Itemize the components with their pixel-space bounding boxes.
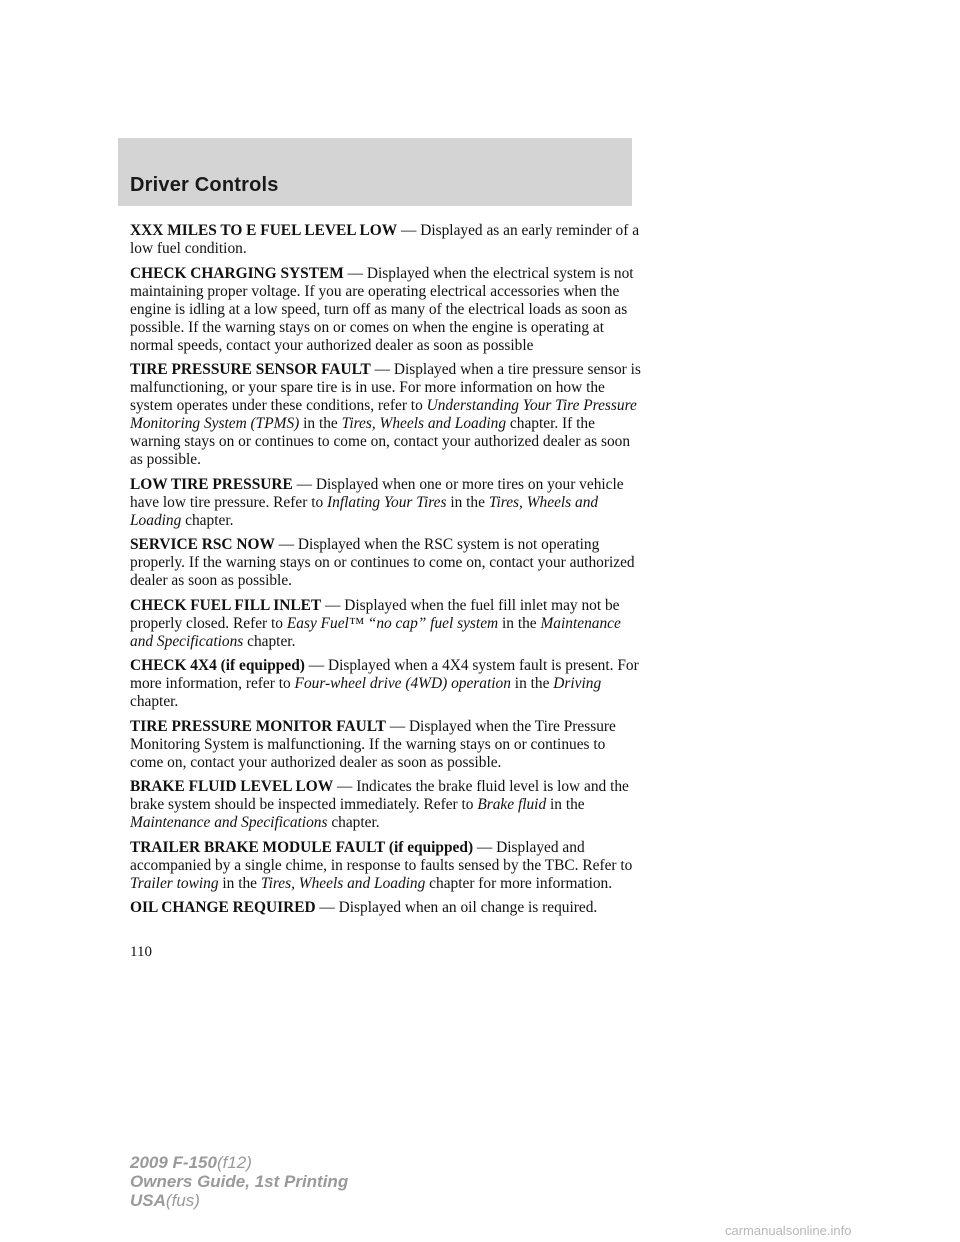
footer-guide: Owners Guide, 1st Printing [130,1172,349,1191]
entry-low-fuel: XXX MILES TO E FUEL LEVEL LOW — Displayed as an early reminder of a low fuel condition. [130,222,640,257]
cross-reference: Trailer towing [130,874,219,892]
entry-term: OIL CHANGE REQUIRED [130,899,316,916]
cross-reference: Four-wheel drive (4WD) operation [294,675,511,692]
chapter-reference: Tires, Wheels and Loading [130,493,599,529]
message-list [130,222,642,924]
footer-region: USA [130,1191,166,1210]
entry-term: CHECK FUEL FILL INLET [130,596,322,614]
chapter-reference: Maintenance and Specifications [130,814,328,831]
footer-region-line [130,1191,348,1210]
section-title: Driver Controls [130,174,279,196]
entry-check-charging: CHECK CHARGING SYSTEM — Displayed when the electrical system is not maintaining proper voltage. If you are operating electrical accessories when the engine is idling at a low speed, turn off as many of the electrical loads as soon as possible. If the warning stays on or comes on when the engine is operating at normal speeds, contact your authorized dealer as soon as possible [130,264,634,354]
entry-check-fuel-fill: CHECK FUEL FILL INLET — Displayed when the fuel fill inlet may not be properly closed. Refer to Easy Fuel™ “no cap” fuel system in the Maintenance and Specifications chapter. [130,596,621,650]
footer-guide-line [130,1172,348,1191]
entry-term: TIRE PRESSURE SENSOR FAULT [130,361,371,378]
footer-region-code: (fus) [165,1191,200,1210]
cross-reference: Easy Fuel™ “no cap” fuel system [286,614,499,632]
chapter-reference: Driving [553,675,602,692]
entry-term: CHECK 4X4 (if equipped) [130,657,305,674]
cross-reference: Brake fluid [477,796,547,813]
entry-term: BRAKE FLUID LEVEL LOW [130,778,334,795]
chapter-reference: Maintenance and Specifications [130,614,621,650]
footer-model-code: (f12) [216,1153,252,1172]
entry-term: TRAILER BRAKE MODULE FAULT (if equipped) [130,838,474,856]
entry-term: SERVICE RSC NOW [130,536,275,553]
cross-reference: Understanding Your Tire Pressure Monitoring System (TPMS) [130,397,637,432]
entry-service-rsc: SERVICE RSC NOW — Displayed when the RSC system is not operating properly. If the warning stays on or continues to come on, contact your authorized dealer as soon as possible. [130,536,635,589]
entry-tire-sensor-fault: TIRE PRESSURE SENSOR FAULT — Displayed when a tire pressure sensor is malfunctioning, or your spare tire is in use. For more information on how the system operates under these conditions, refer to Understanding Your Tire Pressure Monitoring System (TPMS) in the Tires, Wheels and Loading chapter. If the warning stays on or continues to come on, contact your authorized dealer as soon as possible. [130,361,641,468]
footer-model: 2009 F-150 [130,1153,217,1172]
footer-model-line [130,1153,348,1172]
entry-tire-monitor-fault: TIRE PRESSURE MONITOR FAULT — Displayed when the Tire Pressure Monitoring System is malfunctioning. If the warning stays on or continues to come on, contact your authorized dealer as soon as possible. [130,717,616,771]
chapter-reference: Tires, Wheels and Loading [260,874,426,892]
print-footer [130,1153,348,1210]
watermark-link[interactable]: carmanualsonline.info [725,1223,852,1238]
entry-term: XXX MILES TO E FUEL LEVEL LOW [130,222,398,239]
entry-check-4x4: CHECK 4X4 (if equipped) — Displayed when a 4X4 system fault is present. For more information, refer to Four-wheel drive (4WD) operation in the Driving chapter. [130,657,639,710]
entry-oil-change: OIL CHANGE REQUIRED — Displayed when an oil change is required. [130,899,598,916]
entry-term: LOW TIRE PRESSURE [130,475,293,493]
cross-reference: Inflating Your Tires [327,493,447,511]
entry-brake-fluid-low: BRAKE FLUID LEVEL LOW — Indicates the brake fluid level is low and the brake system should be inspected immediately. Refer to Brake fluid in the Maintenance and Specifications chapter. [130,778,629,831]
entry-low-tire-pressure: LOW TIRE PRESSURE — Displayed when one or more tires on your vehicle have low tire pressure. Refer to Inflating Your Tires in the Tires, Wheels and Loading chapter. [130,475,624,529]
entry-term: TIRE PRESSURE MONITOR FAULT [130,717,386,735]
entry-trailer-brake-fault: TRAILER BRAKE MODULE FAULT (if equipped) — Displayed and accompanied by a single chime, in response to faults sensed by the TBC. Refer to Trailer towing in the Tires, Wheels and Loading chapter for more information. [130,838,633,892]
page-number: 110 [130,944,152,960]
entry-term: CHECK CHARGING SYSTEM [130,264,344,282]
chapter-reference: Tires, Wheels and Loading [341,415,507,432]
